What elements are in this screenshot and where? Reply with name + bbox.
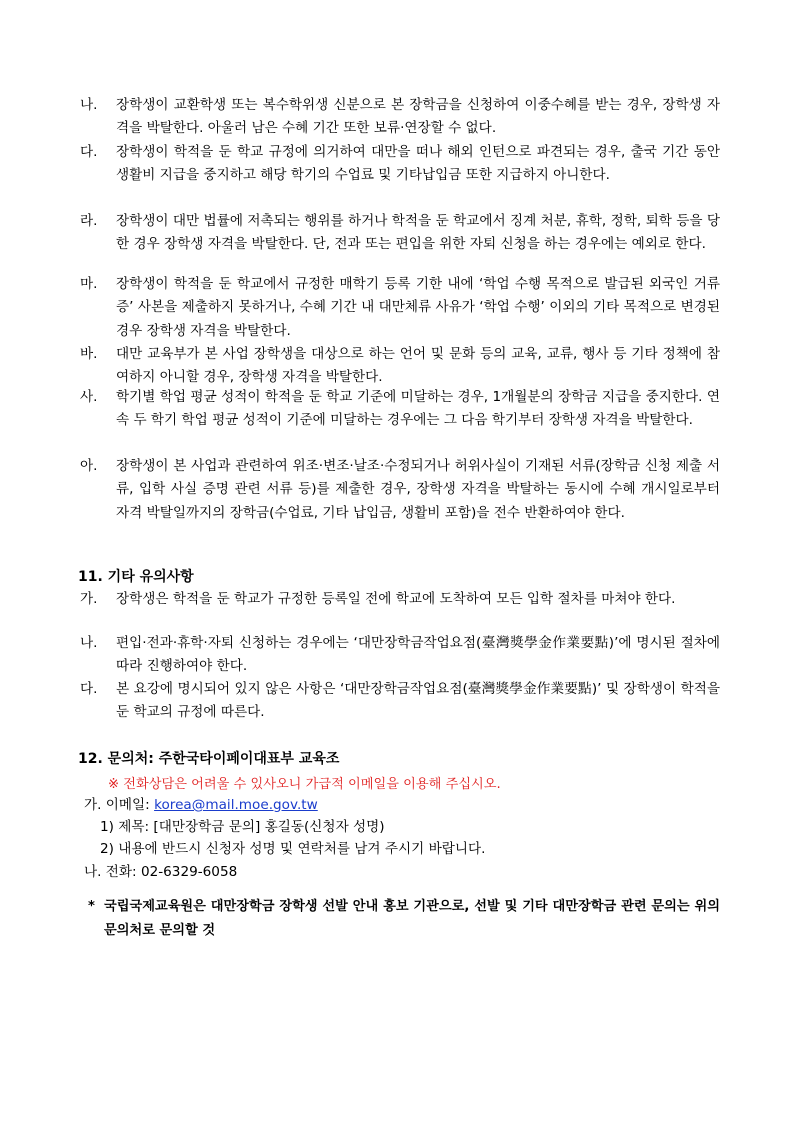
- list-item: [80, 210, 720, 257]
- item-text: 장학생이 본 사업과 관련하여 위조·변조·날조·수정되거나 허위사실이 기재된 서류(장학금 신청 제출 서류, 입학 사실 증명 관련 서류 등)를 제출한 경우, 장학생 자격을 박탈하는 동시에 수혜 개시일로부터 자격 박탈일까지의 장학금(수업료, 기타 납입금, 생활비 포함)을 전수 반환하여야 한다.: [116, 458, 720, 521]
- list-item: [80, 273, 720, 343]
- item-label: 바.: [80, 346, 98, 362]
- email-subject-line: 1) 제목: [대만장학금 문의] 홍길동(신청자 성명): [100, 819, 385, 835]
- section-heading: 11. 기타 유의사항: [78, 569, 194, 585]
- item-text: 학기별 학업 평균 성적이 학적을 둔 학교 기준에 미달하는 경우, 1개월분의 장학금 지급을 중지한다. 연속 두 학기 학업 평균 성적이 기준에 미달하는 경우에는 그 다음 학기부터 장학생 자격을 박탈한다.: [116, 389, 720, 429]
- item-label: 가.: [80, 591, 98, 607]
- list-item: [80, 455, 720, 525]
- email-link[interactable]: korea@mail.moe.gov.tw: [154, 797, 318, 813]
- email-label: 가. 이메일:: [84, 797, 150, 813]
- list-item: [80, 94, 720, 141]
- item-label: 마.: [80, 276, 98, 292]
- item-text: 장학생이 학적을 둔 학교에서 규정한 매학기 등록 기한 내에 ‘학업 수행 목적으로 발급된 외국인 거류증’ 사본을 제출하지 못하거나, 수혜 기간 내 대만체류 사유가 ‘학업 수행’ 이외의 기타 목적으로 변경된 경우 장학생 자격을 박탈한다.: [116, 276, 720, 339]
- email-content-line: 2) 내용에 반드시 신청자 성명 및 연락처를 남겨 주시기 바랍니다.: [100, 841, 486, 857]
- item-text: 본 요강에 명시되어 있지 않은 사항은 ‘대만장학금작업요점(臺灣獎學金作業要點)’ 및 장학생이 학적을 둔 학교의 규정에 따른다.: [116, 681, 720, 721]
- list-item: [80, 632, 720, 679]
- list-item: [80, 588, 720, 611]
- list-item: [80, 343, 720, 390]
- item-label: 사.: [80, 389, 98, 405]
- item-label: 다.: [80, 681, 98, 697]
- phone-notice: ※ 전화상담은 어려울 수 있사오니 가급적 이메일을 이용해 주십시오.: [108, 777, 501, 792]
- item-label: 라.: [80, 213, 98, 229]
- list-item: [80, 386, 720, 433]
- item-label: 다.: [80, 144, 98, 160]
- list-item: [80, 678, 720, 725]
- email-line: [84, 793, 318, 813]
- item-label: 나.: [80, 97, 98, 113]
- item-text: 장학생이 학적을 둔 학교 규정에 의거하여 대만을 떠나 해외 인턴으로 파견되는 경우, 출국 기간 동안 생활비 지급을 중지하고 해당 학기의 수업료 및 기타납입금 또한 지급하지 아니한다.: [116, 144, 720, 184]
- item-text: 대만 교육부가 본 사업 장학생을 대상으로 하는 언어 및 문화 등의 교육, 교류, 행사 등 기타 정책에 참여하지 아니할 경우, 장학생 자격을 박탈한다.: [116, 346, 720, 386]
- item-text: 장학생이 대만 법률에 저촉되는 행위를 하거나 학적을 둔 학교에서 징계 처분, 휴학, 정학, 퇴학 등을 당한 경우 장학생 자격을 박탈한다. 단, 전과 또는 편입을 위한 자퇴 신청을 하는 경우에는 예외로 한다.: [116, 213, 720, 253]
- item-text: 장학생이 교환학생 또는 복수학위생 신분으로 본 장학금을 신청하여 이중수혜를 받는 경우, 장학생 자격을 박탈한다. 아울러 남은 수혜 기간 또한 보류·연장할 수 없다.: [116, 97, 720, 137]
- final-note-text: 국립국제교육원은 대만장학금 장학생 선발 안내 홍보 기관으로, 선발 및 기타 대만장학금 관련 문의는 위의 문의처로 문의할 것: [104, 899, 720, 938]
- phone-line: 나. 전화: 02-6329-6058: [84, 864, 238, 880]
- item-label: 나.: [80, 635, 98, 651]
- item-text: 장학생은 학적을 둔 학교가 규정한 등록일 전에 학교에 도착하여 모든 입학 절차를 마쳐야 한다.: [116, 591, 676, 607]
- item-text: 편입·전과·휴학·자퇴 신청하는 경우에는 ‘대만장학금작업요점(臺灣獎學金作業要點)’에 명시된 절차에 따라 진행하여야 한다.: [116, 635, 720, 675]
- section-heading: 12. 문의처: 주한국타이페이대표부 교육조: [78, 751, 340, 767]
- asterisk-mark: *: [88, 899, 95, 914]
- list-item: [80, 141, 720, 188]
- item-label: 아.: [80, 458, 98, 474]
- final-note: [88, 895, 720, 942]
